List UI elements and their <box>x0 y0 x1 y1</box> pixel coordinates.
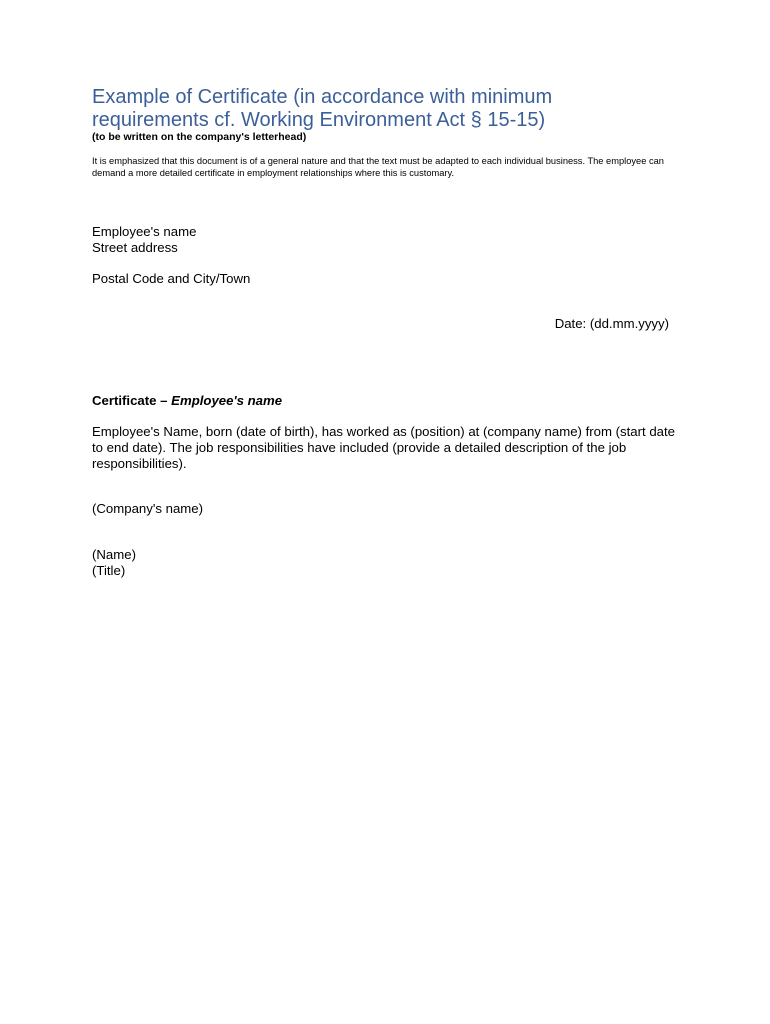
recipient-street: Street address <box>92 240 178 255</box>
disclaimer-text: It is emphasized that this document is of a general nature and that the text must be adapted to each individual business. The employee can demand a more detailed certificate in employment relationships where this is customary. <box>92 156 664 178</box>
certificate-heading-employee: Employee's name <box>171 393 283 408</box>
certificate-body: Employee's Name, born (date of birth), has worked as (position) at (company name) from (start date to end date). The job responsibilities have included (provide a detailed description of the job responsibilities). <box>92 424 676 471</box>
document-title: Example of Certificate (in accordance with minimum requirements cf. Working Environment Act § 15-15) <box>92 86 553 131</box>
signatory-name: (Name) <box>92 547 136 562</box>
letterhead-note: (to be written on the company's letterhead) <box>92 131 307 143</box>
certificate-heading <box>92 393 282 409</box>
recipient-name: Employee's name <box>92 224 197 239</box>
date-field: Date: (dd.mm.yyyy) <box>554 316 669 331</box>
certificate-heading-prefix: Certificate – <box>92 393 172 408</box>
company-name: (Company's name) <box>92 501 203 516</box>
recipient-postal: Postal Code and City/Town <box>92 271 251 286</box>
signatory-title: (Title) <box>92 563 126 578</box>
